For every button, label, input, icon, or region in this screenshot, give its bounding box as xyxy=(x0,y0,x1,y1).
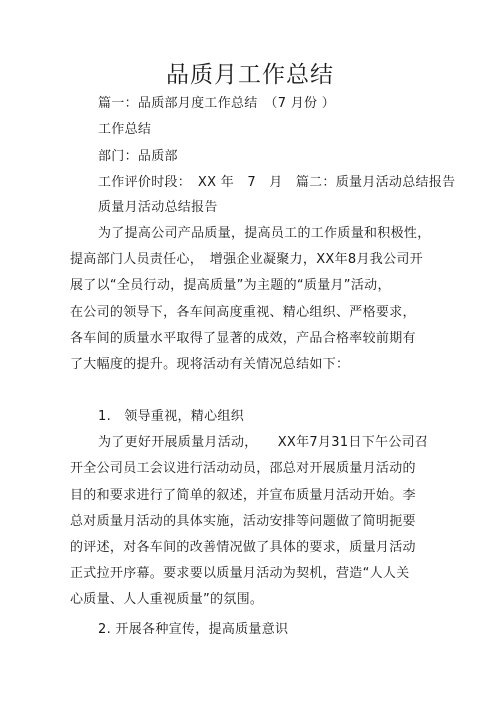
document-title: 品质月工作总结 xyxy=(166,62,334,88)
text-line-para2-3: 目的和要求进行了简单的叙述，并宣布质量月活动开始。李 xyxy=(70,488,416,503)
text-line-para1-6: 了大幅度的提升。现将活动有关情况总结如下： xyxy=(70,357,350,372)
text-line-para1-2: 提高部门人员责任心， 增强企业凝聚力，XX年8月我公司开 xyxy=(70,252,423,267)
text-line-para1-3: 展了以“全员行动，提高质量”为主题的“质量月”活动， xyxy=(70,278,391,293)
text-line-para2-7: 心质量、人人重视质量”的氛围。 xyxy=(70,592,264,607)
text-line-department: 部门：品质部 xyxy=(98,149,178,164)
text-line-evaluation-period: 工作评价时段： XX 年 7 月 篇二：质量月活动总结报告 xyxy=(98,175,456,190)
text-line-piece1-heading: 篇一：品质部月度工作总结 （7 月份 ） xyxy=(98,96,336,111)
text-line-para2-4: 总对质量月活动的具体实施，活动安排等问题做了简明扼要 xyxy=(70,514,416,529)
text-line-para1-1: 为了提高公司产品质量，提高员工的工作质量和积极性， xyxy=(98,226,431,241)
text-line-para2-2: 开全公司员工会议进行活动动员，邵总对开展质量月活动的 xyxy=(70,461,416,476)
text-line-para2-1: 为了更好开展质量月活动， XX年7月31日下午公司召 xyxy=(98,435,429,450)
text-line-report-title: 质量月活动总结报告 xyxy=(98,200,218,215)
text-line-para1-4: 在公司的领导下，各车间高度重视、精心组织、严格要求， xyxy=(70,305,416,320)
section-heading-1: 1. 领导重视，精心组织 xyxy=(98,409,245,424)
text-line-para1-5: 各车间的质量水平取得了显著的成效，产品合格率较前期有 xyxy=(70,331,416,346)
text-line-para2-6: 正式拉开序幕。要求要以质量月活动为契机，营造“人人关 xyxy=(70,566,410,581)
text-line-work-summary: 工作总结 xyxy=(98,122,152,137)
text-line-para2-5: 的评述，对各车间的改善情况做了具体的要求，质量月活动 xyxy=(70,540,416,555)
section-heading-2: 2. 开展各种宣传，提高质量意识 xyxy=(98,622,289,637)
